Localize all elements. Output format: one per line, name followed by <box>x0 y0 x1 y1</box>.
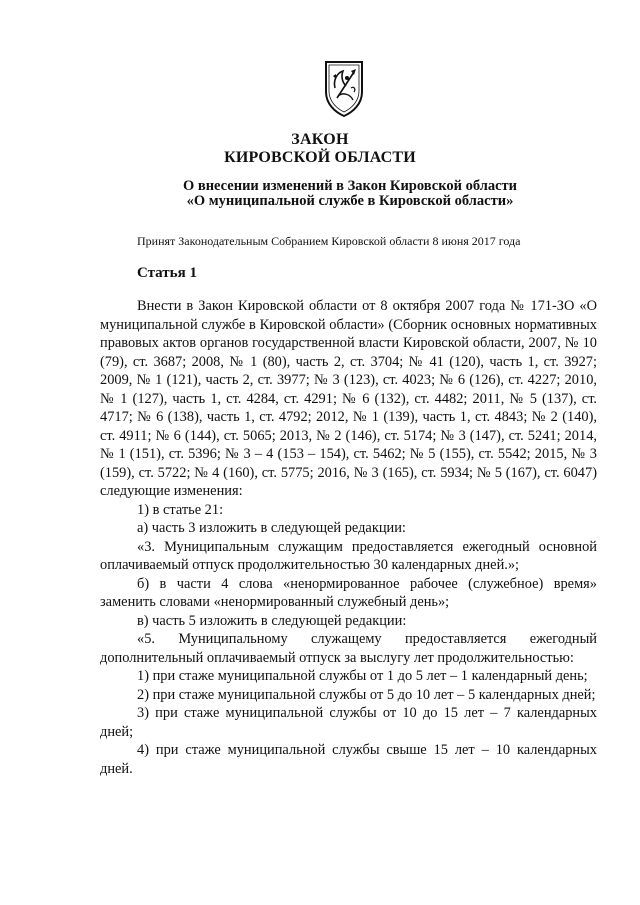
coat-of-arms-icon <box>323 58 365 118</box>
paragraph: 4) при стаже муниципальной службы свыше 15 лет – 10 календарных дней. <box>100 742 597 777</box>
paragraph: 3) при стаже муниципальной службы от 10 до 15 лет – 7 календарных дней; <box>100 705 597 740</box>
paragraph: 1) при стаже муниципальной службы от 1 до 5 лет – 1 календарный день; <box>137 668 588 684</box>
paragraph: б) в части 4 слова «ненормированное рабочее (служебное) время» заменить словами «ненормированный служебный день»; <box>100 575 597 610</box>
subtitle-line-1: О внесении изменений в Закон Кировской области <box>182 178 518 194</box>
subtitle-line-2: «О муниципальной службе в Кировской области» <box>186 193 514 209</box>
region-title: КИРОВСКОЙ ОБЛАСТИ <box>224 149 416 166</box>
article-body <box>100 297 597 778</box>
law-title: ЗАКОН <box>291 131 349 148</box>
paragraph: 1) в статье 21: <box>137 501 224 518</box>
adoption-note: Принят Законодательным Собранием Кировской области 8 июня 2017 года <box>137 234 521 248</box>
paragraph: «5. Муниципальному служащему предоставляется ежегодный дополнительный оплачиваемый отпуск за выслугу лет продолжительностью: <box>100 631 597 666</box>
paragraph: а) часть 3 изложить в следующей редакции: <box>137 520 406 536</box>
article-title: Статья 1 <box>137 265 197 281</box>
paragraph: «3. Муниципальным служащим предоставляется ежегодный основной оплачиваемый отпуск продолжительностью 30 календарных дней.»; <box>100 538 597 573</box>
paragraph: Внести в Закон Кировской области от 8 октября 2007 года № 171-ЗО «О муниципальной службе в Кировской области» (Сборник основных нормативных правовых актов органов государственной власти Кировской области, 2007, № 10 (79), ст. 3687; 2008, № 1 (80), часть 2, ст. 3704; № 41 (120), часть 1, ст. 3927; 2009, № 1 (121), часть 2, ст. 3977; № 3 (123), ст. 4023; № 6 (126), ст. 4227; 2010, № 1 (127), часть 1, ст. 4284, ст. 4291; № 6 (132), ст. 4482; 2011, № 5 (137), ст. 4717; № 6 (138), часть 1, ст. 4792; 2012, № 1 (139), часть 1, ст. 4843; № 2 (140), ст. 4911; № 6 (144), ст. 5065; 2013, № 2 (146), ст. 5174; № 3 (147), ст. 5241; 2014, № 1 (151), ст. 5396; № 3 – 4 (153 – 154), ст. 5462; № 5 (155), ст. 5542; 2015, № 3 (159), ст. 5722; № 4 (160), ст. 5775; 2016, № 3 (165), ст. 5934; № 5 (167), ст. 6047) следующие изменения: <box>100 298 597 499</box>
paragraph: в) часть 5 изложить в следующей редакции: <box>137 612 407 629</box>
paragraph: 2) при стаже муниципальной службы от 5 до 10 лет – 5 календарных дней; <box>137 686 596 703</box>
